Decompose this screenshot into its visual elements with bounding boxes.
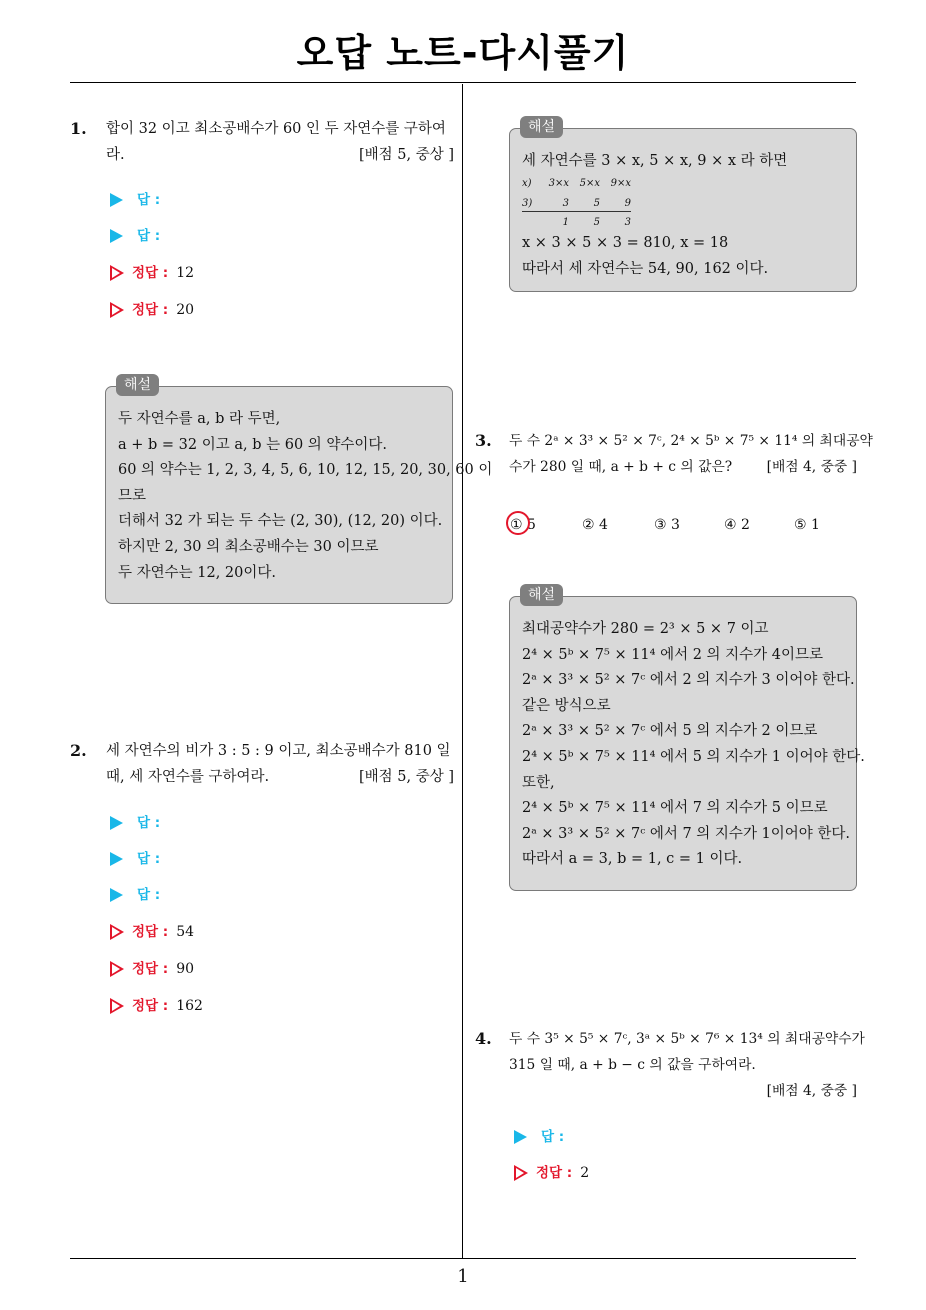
correct-answer bbox=[514, 1162, 589, 1184]
answer-field[interactable] bbox=[110, 848, 160, 870]
solution-box bbox=[509, 119, 857, 292]
solution-tag: 해설 bbox=[520, 584, 563, 606]
question-line: 315 일 때, a + b − c 의 값을 구하여라. bbox=[509, 1057, 756, 1073]
solution-line: a + b = 32 이고 a, b 는 60 의 약수이다. bbox=[118, 436, 388, 453]
solution-line: 따라서 a = 3, b = 1, c = 1 이다. bbox=[522, 851, 743, 868]
question-line-text: 때, 세 자연수를 구하여라. bbox=[106, 769, 270, 785]
play-triangle-solid-icon bbox=[110, 193, 123, 207]
correct-label: 정답 : bbox=[132, 302, 169, 318]
choice-5[interactable]: ⑤ 1 bbox=[794, 517, 820, 533]
play-triangle-solid-icon bbox=[514, 1130, 527, 1144]
correct-value: 2 bbox=[580, 1165, 590, 1181]
solution-box bbox=[509, 587, 865, 891]
solution-box bbox=[105, 377, 493, 604]
page-number: 1 bbox=[457, 1266, 469, 1287]
correct-value: 90 bbox=[176, 961, 195, 977]
question-line bbox=[106, 764, 454, 790]
correct-value: 162 bbox=[176, 998, 203, 1014]
question-number: 3. bbox=[475, 431, 492, 450]
correct-value: 20 bbox=[176, 302, 195, 318]
footer-rule bbox=[70, 1258, 856, 1259]
answer-label: 답 : bbox=[541, 1129, 565, 1145]
question-text bbox=[106, 116, 454, 168]
answer-label: 답 : bbox=[137, 887, 161, 903]
solution-line: 따라서 세 자연수는 54, 90, 162 이다. bbox=[522, 260, 769, 277]
question-line bbox=[106, 142, 454, 168]
solution-tag: 해설 bbox=[116, 374, 159, 396]
question-number: 2. bbox=[70, 741, 87, 760]
question-line: 두 수 3⁵ × 5⁵ × 7ᶜ, 3ᵃ × 5ᵇ × 7⁶ × 13⁴ 의 최대공약수가 bbox=[509, 1031, 865, 1047]
division-row: x) 3×x 5×x 9×x bbox=[522, 177, 631, 189]
question-text bbox=[509, 428, 873, 480]
solution-tag: 해설 bbox=[520, 116, 563, 138]
solution-line: 두 자연수를 a, b 라 두면, bbox=[118, 411, 281, 427]
red-circle-icon bbox=[506, 511, 530, 535]
choice-3[interactable]: ③ 3 bbox=[654, 517, 680, 533]
play-triangle-outline-icon bbox=[110, 961, 124, 977]
answer-label: 답 : bbox=[137, 228, 161, 244]
answer-label: 답 : bbox=[137, 815, 161, 831]
correct-answer bbox=[110, 299, 194, 321]
solution-line: x × 3 × 5 × 3 = 810, x = 18 bbox=[522, 235, 729, 252]
play-triangle-outline-icon bbox=[110, 302, 124, 318]
correct-value: 54 bbox=[176, 924, 195, 940]
solution-line: 더해서 32 가 되는 두 수는 (2, 30), (12, 20) 이다. bbox=[118, 513, 443, 530]
division-table bbox=[522, 177, 842, 230]
question-line bbox=[509, 454, 857, 480]
correct-answer bbox=[110, 262, 194, 284]
solution-line: 2⁴ × 5ᵇ × 7⁵ × 11⁴ 에서 2 의 지수가 4이므로 bbox=[522, 646, 824, 663]
score-badge: [배점 4, 중중 ] bbox=[766, 1083, 857, 1099]
answer-field[interactable] bbox=[110, 225, 160, 247]
page-title: 오답 노트-다시풀기 bbox=[296, 31, 630, 75]
correct-answer bbox=[110, 958, 194, 980]
correct-label: 정답 : bbox=[132, 961, 169, 977]
play-triangle-outline-icon bbox=[110, 924, 124, 940]
header-rule bbox=[70, 82, 856, 83]
division-row: 1 5 3 bbox=[562, 216, 631, 228]
correct-answer bbox=[110, 921, 194, 943]
solution-line: 2⁴ × 5ᵇ × 7⁵ × 11⁴ 에서 5 의 지수가 1 이어야 한다. bbox=[522, 748, 865, 765]
question-line-text: 수가 280 일 때, a + b + c 의 값은? bbox=[509, 459, 733, 475]
question-line-text: 라. bbox=[106, 147, 125, 163]
play-triangle-outline-icon bbox=[110, 998, 124, 1014]
solution-line: 60 의 약수는 1, 2, 3, 4, 5, 6, 10, 12, 15, 20, 30, 60 이 bbox=[118, 462, 493, 479]
question-text bbox=[106, 738, 454, 790]
answer-label: 답 : bbox=[137, 851, 161, 867]
score-badge: [배점 5, 중상 ] bbox=[358, 147, 454, 163]
score-badge: [배점 5, 중상 ] bbox=[358, 769, 454, 785]
play-triangle-solid-icon bbox=[110, 229, 123, 243]
solution-line: 최대공약수가 280 = 2³ × 5 × 7 이고 bbox=[522, 621, 769, 637]
solution-line: 또한, bbox=[522, 774, 555, 791]
choice-1[interactable]: ① 5 bbox=[510, 514, 536, 536]
question-line: 세 자연수의 비가 3 : 5 : 9 이고, 최소공배수가 810 일 bbox=[106, 743, 451, 759]
choice-4[interactable]: ④ 2 bbox=[724, 517, 750, 533]
correct-label: 정답 : bbox=[132, 998, 169, 1014]
question-line: 두 수 2ᵃ × 3³ × 5² × 7ᶜ, 2⁴ × 5ᵇ × 7⁵ × 11⁴ 의 최대공약 bbox=[509, 433, 873, 449]
play-triangle-outline-icon bbox=[514, 1165, 528, 1181]
question-3 bbox=[475, 428, 873, 480]
solution-line: 같은 방식으로 bbox=[522, 697, 611, 714]
score-badge: [배점 4, 중중 ] bbox=[766, 459, 857, 475]
division-row: 3) 3 5 9 bbox=[522, 197, 631, 212]
answer-label: 답 : bbox=[137, 192, 161, 208]
choice-2[interactable]: ② 4 bbox=[582, 517, 608, 533]
correct-value: 12 bbox=[176, 265, 195, 281]
correct-label: 정답 : bbox=[132, 924, 169, 940]
correct-answer bbox=[110, 995, 203, 1017]
solution-line: 2⁴ × 5ᵇ × 7⁵ × 11⁴ 에서 7 의 지수가 5 이므로 bbox=[522, 800, 828, 817]
solution-line: 2ᵃ × 3³ × 5² × 7ᶜ 에서 5 의 지수가 2 이므로 bbox=[522, 723, 818, 740]
question-line: 합이 32 이고 최소공배수가 60 인 두 자연수를 구하여 bbox=[106, 121, 446, 137]
play-triangle-solid-icon bbox=[110, 888, 123, 902]
answer-field[interactable] bbox=[514, 1126, 564, 1148]
answer-field[interactable] bbox=[110, 884, 160, 906]
correct-label: 정답 : bbox=[536, 1165, 573, 1181]
question-number: 4. bbox=[475, 1029, 492, 1048]
solution-line: 세 자연수를 3 × x, 5 × x, 9 × x 라 하면 bbox=[522, 153, 788, 169]
play-triangle-outline-icon bbox=[110, 265, 124, 281]
solution-line: 2ᵃ × 3³ × 5² × 7ᶜ 에서 7 의 지수가 1이어야 한다. bbox=[522, 825, 851, 842]
solution-line: 하지만 2, 30 의 최소공배수는 30 이므로 bbox=[118, 538, 379, 555]
answer-field[interactable] bbox=[110, 189, 160, 211]
question-number: 1. bbox=[70, 119, 87, 138]
answer-field[interactable] bbox=[110, 812, 160, 834]
question-text bbox=[509, 1026, 865, 1104]
question-2 bbox=[70, 738, 454, 790]
column-divider bbox=[462, 84, 463, 1259]
correct-label: 정답 : bbox=[132, 265, 169, 281]
solution-line: 2ᵃ × 3³ × 5² × 7ᶜ 에서 2 의 지수가 3 이어야 한다. bbox=[522, 672, 855, 689]
play-triangle-solid-icon bbox=[110, 816, 123, 830]
question-1 bbox=[70, 116, 454, 168]
question-4 bbox=[475, 1026, 865, 1104]
solution-line: 두 자연수는 12, 20이다. bbox=[118, 564, 276, 581]
play-triangle-solid-icon bbox=[110, 852, 123, 866]
solution-line: 므로 bbox=[118, 487, 147, 504]
